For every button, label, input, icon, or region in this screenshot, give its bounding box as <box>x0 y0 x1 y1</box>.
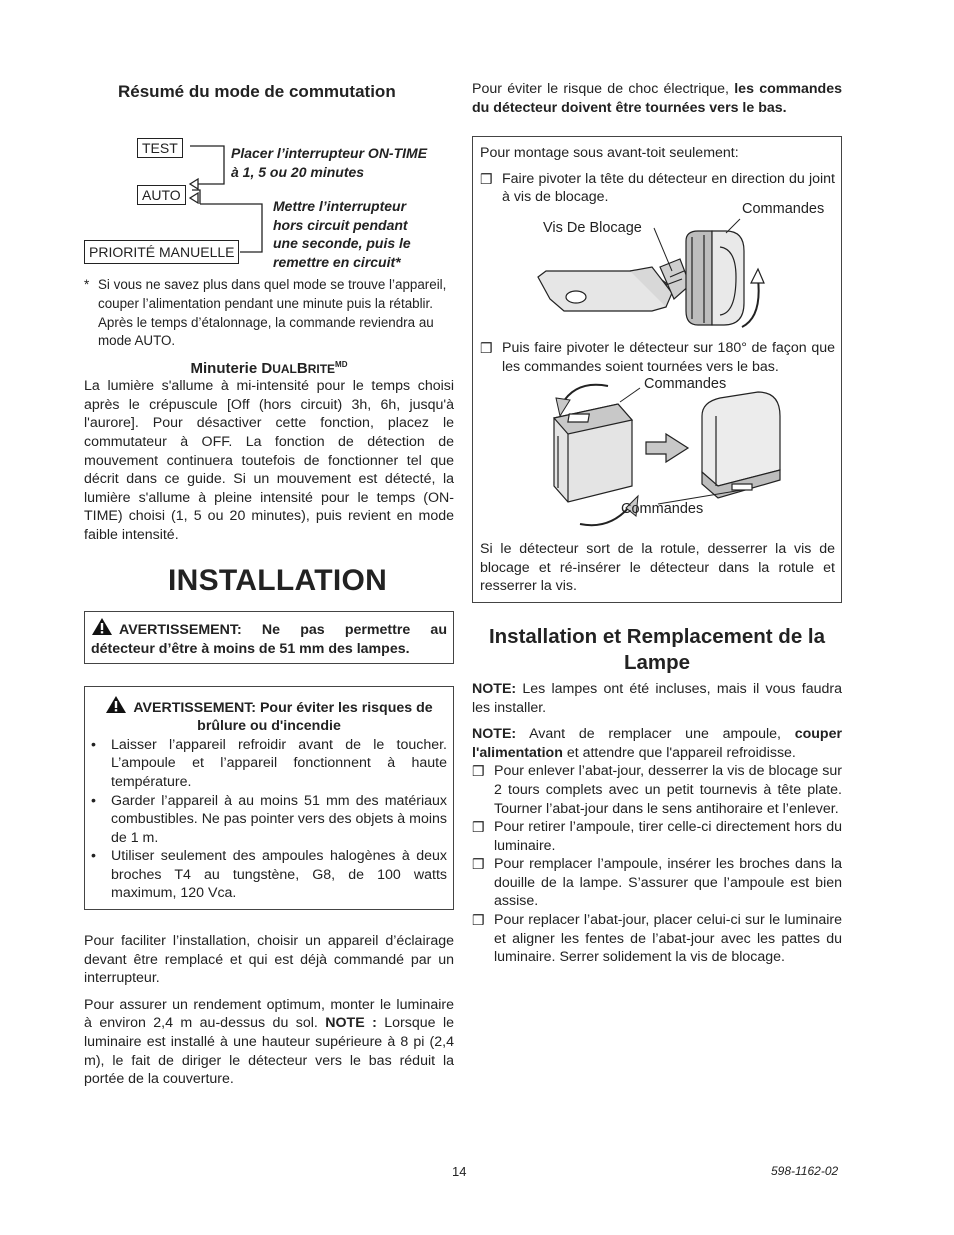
fig1-screw-label: Vis De Blocage <box>543 219 642 236</box>
checkbox-icon: ❒ <box>472 912 485 929</box>
mode-diagram <box>84 108 454 268</box>
checkbox-icon: ❒ <box>480 170 493 187</box>
summary-heading: Résumé du mode de commutation <box>118 82 396 101</box>
minuterie-text: La lumière s'allume à mi-intensité pour le temps choisi après le crépuscule [Off (hors circuit) 3h, 6h, jusqu'à l'aurore]. Pour désactiver cette fonction, placez le commutateur à OFF. La fonction de détection de mouvement continuera toutefois de fonctionner tel que décrit dans ce guide. Si un mouvement est détecté, la lumière s'allume à pleine intensité pour le temps (ON-TIME) choisi (1, 5 ou 20 minutes), puis revient en mode faible intensité. <box>84 378 454 543</box>
auto-mode-box: AUTO <box>137 185 186 205</box>
test-mode-box: TEST <box>137 138 183 158</box>
fig2-controls-bottom-label: Commandes <box>621 501 704 518</box>
eave-step-2: ❒ Puis faire pivoter le détecteur sur 180° de façon que les commandes soient tournées vers le bas. <box>480 339 835 375</box>
eave-mount-end: Si le détecteur sort de la rotule, desserrer la vis de blocage et ré-insérer le détecteur dans la rotule et resserrer la vis. <box>480 541 835 595</box>
manual-override-box: PRIORITÉ MANUELLE <box>84 240 239 264</box>
on-time-note: Placer l’interrupteur ON-TIME à 1, 5 ou 20 minutes <box>231 145 428 180</box>
warning-triangle-icon <box>105 695 127 714</box>
right-column <box>472 80 842 967</box>
list-item: ❒ Pour remplacer l’ampoule, insérer les broches dans la douille de la lampe. S’assurer que l’ampoule est bien assise. <box>472 856 842 910</box>
warning-burn-list <box>91 736 447 903</box>
lamp-steps-list <box>472 762 842 967</box>
checkbox-icon: ❒ <box>472 763 485 780</box>
footnote: * Si vous ne savez plus dans quel mode se trouve l’appareil, couper l’alimentation pendant une minute puis la rétablir. Après le temps d’étalonnage, la commande reviendra au mode AUTO. <box>84 277 447 349</box>
warning-triangle-icon <box>91 617 113 636</box>
lamp-heading: Installation et Remplacement de la Lampe <box>488 624 826 674</box>
eave-step-1: ❒ Faire pivoter la tête du détecteur en direction du joint à vis de blocage. <box>480 170 835 206</box>
checkbox-icon: ❒ <box>472 856 485 873</box>
list-item: ❒ Pour enlever l’abat-jour, desserrer la vis de blocage sur 2 tours complets avec un petit tournevis à tête plate. Tourner l’abat-jour dans le sens antihoraire et l’enlever. <box>472 763 842 817</box>
eave-mount-title: Pour montage sous avant-toit seulement: <box>480 145 739 162</box>
install-paragraph-2: Pour assurer un rendement optimum, monter le luminaire à environ 2,4 m au-dessus du sol. NOTE : Lorsque le luminaire est installé à une hauteur supérieure à 8 pi (2,4 m), le fait de diriger le détecteur vers le bas réduit la portée de la couverture. <box>84 996 454 1088</box>
fig1-controls-label: Commandes <box>742 200 825 217</box>
eave-mount-box <box>472 136 842 603</box>
page-number: 14 <box>452 1164 467 1179</box>
installation-heading: INSTALLATION <box>168 563 388 597</box>
list-item: • Laisser l’appareil refroidir avant de le toucher. L’ampoule et l’appareil fonctionnent à haute température. <box>91 736 447 790</box>
shock-warning-intro: Pour éviter le risque de choc électrique, les commandes du détecteur doivent être tournées vers le bas. <box>472 81 842 116</box>
list-item: • Utiliser seulement des ampoules halogènes à deux broches T4 au tungstène, G8, de 100 watts maximum, 120 Vca. <box>91 848 447 902</box>
warning-burn-title: AVERTISSEMENT: Pour éviter les risques de brûlure ou d'incendie <box>91 695 447 736</box>
sensor-rotation-figure <box>480 207 836 329</box>
checkbox-icon: ❒ <box>472 819 485 836</box>
checkbox-icon: ❒ <box>480 339 493 356</box>
install-paragraph-1: Pour faciliter l’installation, choisir un appareil d’éclairage devant être remplacé et qui est déjà commandé par un interrupteur. <box>84 933 454 987</box>
list-item: ❒ Pour retirer l’ampoule, tirer celle-ci directement hors du luminaire. <box>472 819 842 854</box>
power-cycle-note: Mettre l’interrupteur hors circuit pendant une seconde, puis le remettre en circuit* <box>273 198 411 270</box>
lamp-note-1: NOTE: Les lampes ont été incluses, mais il vous faudra les installer. <box>472 680 842 716</box>
left-column <box>84 80 454 1089</box>
fig2-controls-top-label: Commandes <box>644 376 727 393</box>
lamp-note-2: NOTE: Avant de remplacer une ampoule, couper l'alimentation et attendre que l'appareil refroidisse. <box>472 726 842 761</box>
warning-box-burn <box>84 686 454 911</box>
figure-rotate-180 <box>480 376 835 530</box>
figure-rotate-head <box>480 200 835 329</box>
list-item: ❒ Pour replacer l’abat-jour, placer celui-ci sur le luminaire et aligner les fentes de l’abat-jour avec les pattes du luminaire. Serrer solidement la vis de blocage. <box>472 912 842 966</box>
minuterie-heading: Minuterie $DUALBRITE^{MD}$ <box>190 360 348 378</box>
warning-box-distance: AVERTISSEMENT: Ne pas permettre au détecteur d’être à moins de 51 mm des lampes. <box>84 611 454 664</box>
document-code: 598-1162-02 <box>771 1164 839 1178</box>
list-item: • Garder l’appareil à au moins 51 mm des matériaux combustibles. Ne pas pointer vers des objets à moins de 1 m. <box>91 792 447 846</box>
